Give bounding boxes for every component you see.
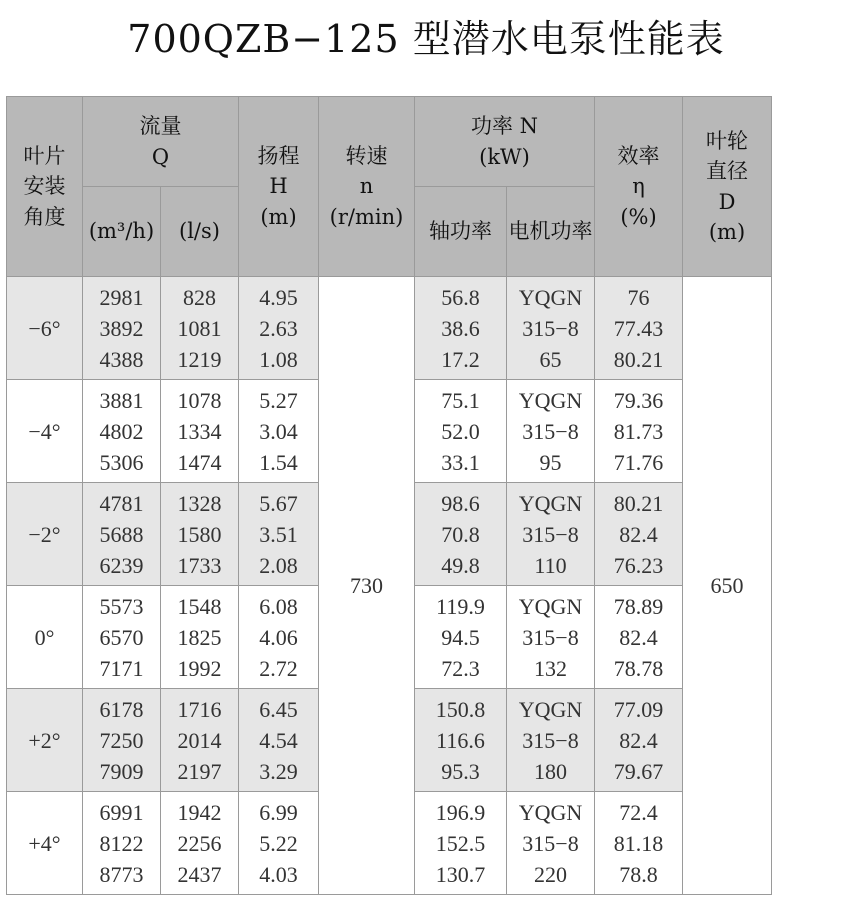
header-head: 扬程 H (m) [239, 97, 319, 277]
motor-cell: YQGN 315−8 220 [507, 792, 595, 895]
head-cell: 6.08 4.06 2.72 [239, 586, 319, 689]
header-speed: 转速 n (r/min) [319, 97, 415, 277]
efficiency-cell: 72.4 81.18 78.8 [595, 792, 683, 895]
page-title: 700QZB−125 型潜水电泵性能表 [127, 17, 725, 61]
flow-m3h-cell: 3881 4802 5306 [83, 380, 161, 483]
shaft-power-cell: 75.1 52.0 33.1 [415, 380, 507, 483]
flow-ls-cell: 1328 1580 1733 [161, 483, 239, 586]
header-efficiency: 效率 η (%) [595, 97, 683, 277]
motor-cell: YQGN 315−8 180 [507, 689, 595, 792]
header-shaft-power: 轴功率 [415, 187, 507, 277]
angle-cell: 0° [7, 586, 83, 689]
performance-table [6, 96, 772, 895]
table-body [7, 277, 772, 895]
flow-m3h-cell: 2981 3892 4388 [83, 277, 161, 380]
flow-ls-cell: 1942 2256 2437 [161, 792, 239, 895]
shaft-power-cell: 56.8 38.6 17.2 [415, 277, 507, 380]
head-cell: 5.67 3.51 2.08 [239, 483, 319, 586]
shaft-power-cell: 150.8 116.6 95.3 [415, 689, 507, 792]
table-header [7, 97, 772, 277]
flow-m3h-cell: 6991 8122 8773 [83, 792, 161, 895]
efficiency-cell: 78.89 82.4 78.78 [595, 586, 683, 689]
efficiency-cell: 77.09 82.4 79.67 [595, 689, 683, 792]
shaft-power-cell: 98.6 70.8 49.8 [415, 483, 507, 586]
header-motor-power: 电机功率 [507, 187, 595, 277]
angle-cell: +4° [7, 792, 83, 895]
angle-cell: −2° [7, 483, 83, 586]
angle-cell: −4° [7, 380, 83, 483]
head-cell: 4.95 2.63 1.08 [239, 277, 319, 380]
efficiency-cell: 76 77.43 80.21 [595, 277, 683, 380]
efficiency-cell: 80.21 82.4 76.23 [595, 483, 683, 586]
header-flow-ls: (l/s) [161, 187, 239, 277]
header-flow: 流量 Q [83, 97, 239, 187]
header-power: 功率 N (kW) [415, 97, 595, 187]
shaft-power-cell: 196.9 152.5 130.7 [415, 792, 507, 895]
motor-cell: YQGN 315−8 65 [507, 277, 595, 380]
motor-cell: YQGN 315−8 110 [507, 483, 595, 586]
motor-cell: YQGN 315−8 95 [507, 380, 595, 483]
head-cell: 6.45 4.54 3.29 [239, 689, 319, 792]
flow-ls-cell: 1716 2014 2197 [161, 689, 239, 792]
table-row [7, 277, 772, 380]
angle-cell: −6° [7, 277, 83, 380]
angle-cell: +2° [7, 689, 83, 792]
flow-m3h-cell: 4781 5688 6239 [83, 483, 161, 586]
shaft-power-cell: 119.9 94.5 72.3 [415, 586, 507, 689]
flow-ls-cell: 828 1081 1219 [161, 277, 239, 380]
speed-value: 730 [319, 277, 415, 895]
header-blade-angle: 叶片 安装 角度 [7, 97, 83, 277]
impeller-value: 650 [683, 277, 772, 895]
header-flow-m3h: (m³/h) [83, 187, 161, 277]
flow-m3h-cell: 6178 7250 7909 [83, 689, 161, 792]
flow-m3h-cell: 5573 6570 7171 [83, 586, 161, 689]
motor-cell: YQGN 315−8 132 [507, 586, 595, 689]
flow-ls-cell: 1078 1334 1474 [161, 380, 239, 483]
header-impeller-diameter: 叶轮 直径 D (m) [683, 97, 772, 277]
efficiency-cell: 79.36 81.73 71.76 [595, 380, 683, 483]
head-cell: 6.99 5.22 4.03 [239, 792, 319, 895]
head-cell: 5.27 3.04 1.54 [239, 380, 319, 483]
flow-ls-cell: 1548 1825 1992 [161, 586, 239, 689]
